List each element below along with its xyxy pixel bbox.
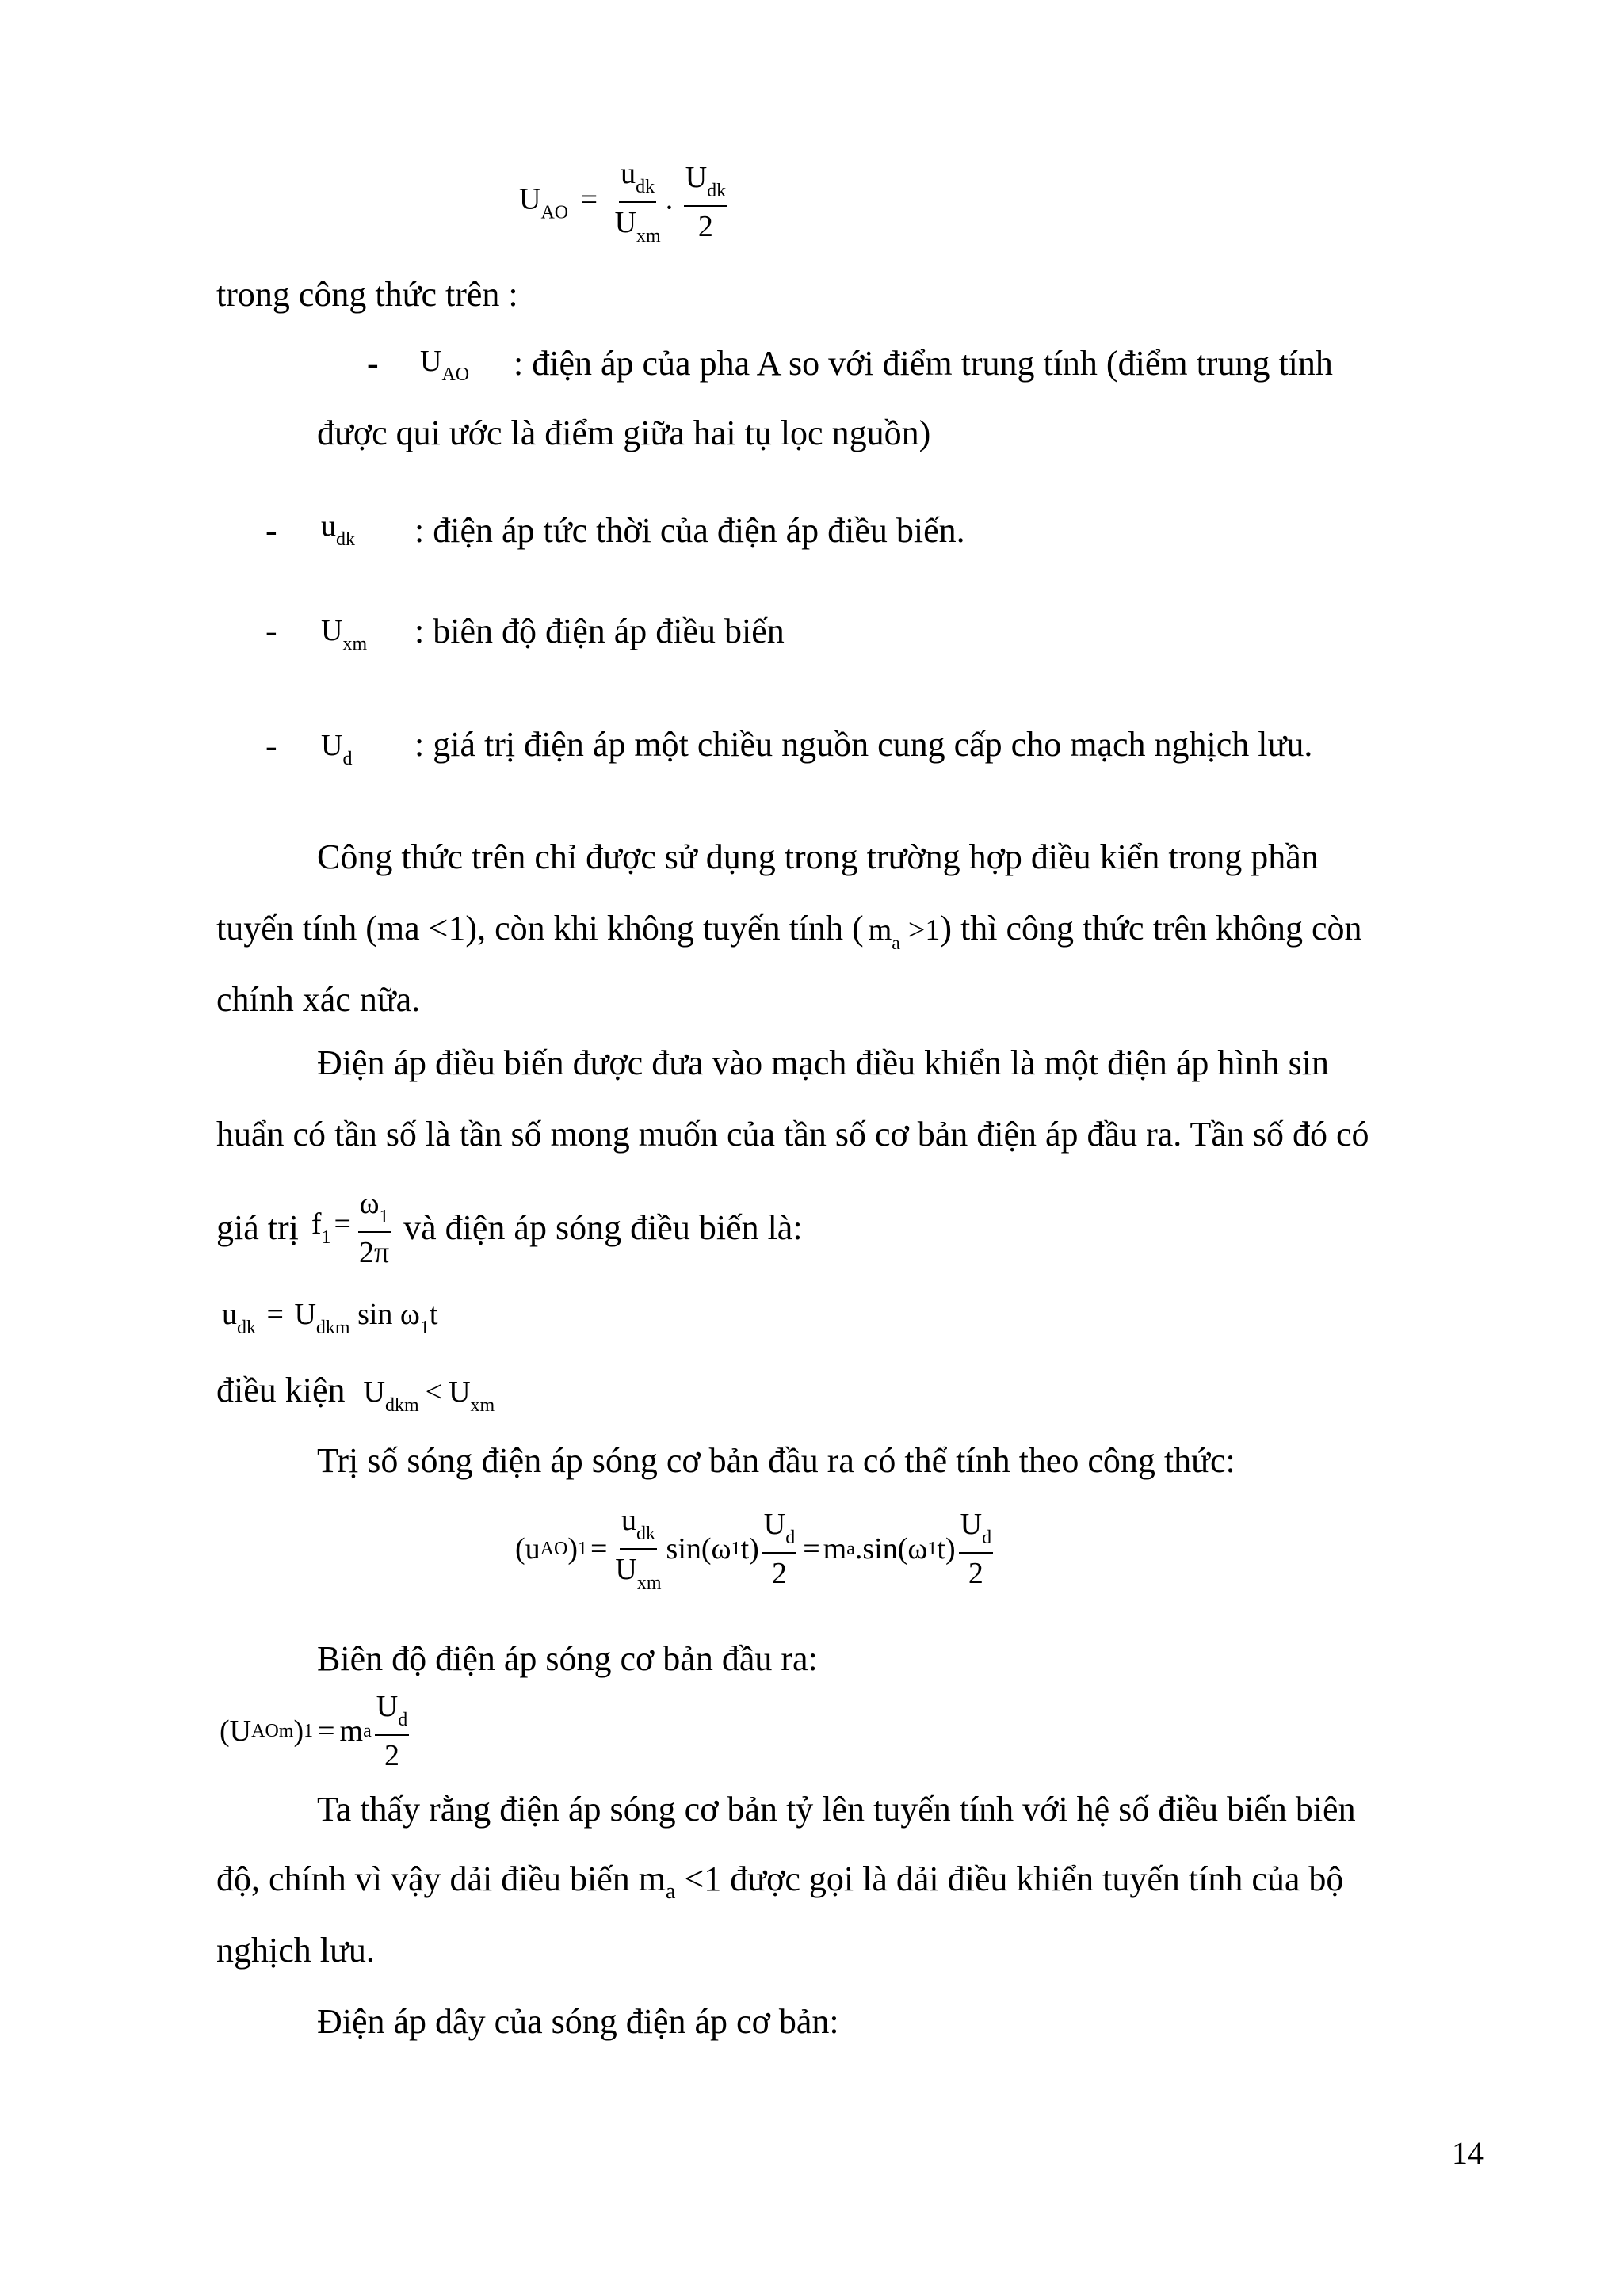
formula-equals: = bbox=[266, 1298, 284, 1331]
formula-symbol: U bbox=[519, 182, 541, 216]
formula-subscript: dk bbox=[636, 177, 655, 197]
formula-dot: . bbox=[665, 182, 674, 216]
formula-subscript: dk bbox=[636, 1524, 655, 1544]
formula-subscript: a bbox=[363, 1721, 372, 1741]
paragraph-line: chính xác nữa. bbox=[216, 980, 421, 1019]
def-text-continued: được qui ước là điểm giữa hai tụ lọc nguồn) bbox=[317, 414, 931, 452]
formula-subscript: dkm bbox=[384, 1395, 419, 1416]
paragraph-text: và điện áp sóng điều biến là: bbox=[403, 1208, 803, 1247]
formula-uaom bbox=[220, 1691, 412, 1771]
formula-function: sin(ω bbox=[666, 1532, 731, 1566]
formula-subscript: AOm bbox=[251, 1721, 294, 1741]
formula-subscript: AO bbox=[540, 202, 569, 223]
formula-uao-1 bbox=[515, 1505, 996, 1592]
intro-text: trong công thức trên : bbox=[216, 275, 518, 314]
fraction-udk-2 bbox=[684, 162, 727, 242]
formula-symbol: t) bbox=[740, 1532, 759, 1566]
formula-subscript: 1 bbox=[577, 1539, 587, 1559]
def-text: : điện áp tức thời của điện áp điều biến. bbox=[414, 511, 965, 550]
page-number: 14 bbox=[1452, 2135, 1484, 2171]
condition-line bbox=[216, 1373, 495, 1415]
paragraph-text: tuyến tính (ma <1), còn khi không tuyến tính ( bbox=[216, 909, 864, 948]
formula-equals: = bbox=[318, 1714, 335, 1748]
formula-symbol: U bbox=[376, 1690, 399, 1723]
paragraph-line bbox=[216, 911, 1362, 953]
formula-symbol: (U bbox=[220, 1714, 252, 1748]
bullet-dash: - bbox=[265, 612, 277, 650]
formula-symbol: U bbox=[614, 206, 637, 239]
fraction-ud-2 bbox=[375, 1691, 409, 1771]
formula-subscript: a bbox=[846, 1539, 855, 1559]
formula-equals: = bbox=[580, 182, 598, 216]
formula-subscript: xm bbox=[470, 1395, 495, 1416]
paragraph-line: Ta thấy rằng điện áp sóng cơ bản tỷ lên tuyến tính với hệ số điều biến biên bbox=[317, 1790, 1356, 1829]
formula-subscript: d bbox=[982, 1527, 992, 1548]
paragraph-line bbox=[216, 1188, 803, 1268]
formula-symbol: U bbox=[685, 161, 708, 194]
fraction-ud-2 bbox=[959, 1509, 993, 1589]
def-symbol bbox=[321, 616, 367, 654]
formula-symbol: U bbox=[615, 1553, 637, 1586]
formula-subscript: xm bbox=[636, 226, 661, 246]
formula-symbol: m bbox=[339, 1714, 364, 1748]
formula-subscript: 1 bbox=[321, 1227, 331, 1248]
formula-operator: >1 bbox=[907, 913, 941, 947]
formula-symbol: ) bbox=[293, 1714, 304, 1748]
formula-operator: < bbox=[425, 1375, 443, 1409]
def-text: : biên độ điện áp điều biến bbox=[414, 612, 785, 650]
formula-subscript: d bbox=[785, 1527, 796, 1548]
formula-equals: = bbox=[334, 1207, 351, 1241]
formula-symbol: U bbox=[363, 1375, 385, 1409]
formula-symbol: ω bbox=[359, 1187, 380, 1220]
formula-symbol: (u bbox=[515, 1532, 540, 1566]
formula-subscript: d bbox=[342, 749, 353, 769]
formula-symbol: U bbox=[321, 614, 343, 647]
formula-symbol: U bbox=[321, 729, 343, 762]
paragraph-text: <1 được gọi là dải điều khiển tuyến tính của bộ bbox=[675, 1859, 1344, 1898]
formula-subscript: 1 bbox=[731, 1539, 741, 1559]
def-text: : giá trị điện áp một chiều nguồn cung cấp cho mạch nghịch lưu. bbox=[414, 725, 1313, 764]
bullet-dash: - bbox=[265, 727, 277, 765]
paragraph-line: Trị số sóng điện áp sóng cơ bản đầu ra có thể tính theo công thức: bbox=[317, 1441, 1235, 1480]
paragraph-line bbox=[216, 1859, 1344, 1904]
formula-symbol: U bbox=[960, 1508, 983, 1541]
bullet-dash: - bbox=[265, 511, 277, 550]
formula-subscript: dk bbox=[707, 181, 727, 201]
formula-symbol: u bbox=[621, 157, 636, 190]
paragraph-text: độ, chính vì vậy dải điều biến m bbox=[216, 1859, 666, 1898]
def-symbol bbox=[420, 346, 469, 384]
formula-symbol: u bbox=[222, 1298, 237, 1331]
paragraph-line: Điện áp điều biến được đưa vào mạch điều khiển là một điện áp hình sin bbox=[317, 1043, 1329, 1082]
formula-subscript: d bbox=[398, 1710, 408, 1730]
formula-symbol: ) bbox=[567, 1532, 578, 1566]
formula-subscript: AO bbox=[441, 364, 470, 385]
formula-subscript: xm bbox=[342, 634, 368, 654]
paragraph-text: điều kiện bbox=[216, 1371, 346, 1409]
formula-symbol: t bbox=[429, 1298, 438, 1331]
def-symbol bbox=[321, 730, 352, 769]
paragraph-line: Biên độ điện áp sóng cơ bản đầu ra: bbox=[317, 1639, 818, 1678]
formula-subscript: dk bbox=[237, 1318, 256, 1338]
formula-subscript: dkm bbox=[315, 1318, 350, 1338]
formula-function: sin ω bbox=[357, 1298, 420, 1331]
formula-equals: = bbox=[803, 1532, 820, 1566]
formula-symbol: U bbox=[294, 1298, 316, 1331]
formula-subscript: a bbox=[666, 1879, 676, 1904]
formula-subscript: dk bbox=[336, 529, 355, 550]
formula-subscript: 1 bbox=[379, 1207, 389, 1227]
formula-denominator: 2 bbox=[697, 210, 713, 243]
fraction-udk-uxm bbox=[613, 1505, 663, 1592]
formula-subscript: a bbox=[892, 933, 900, 954]
formula-denominator: 2π bbox=[358, 1236, 390, 1269]
formula-symbol: u bbox=[621, 1504, 636, 1537]
formula-udk bbox=[222, 1299, 437, 1337]
paragraph-line: Điện áp dây của sóng điện áp cơ bản: bbox=[317, 2002, 839, 2041]
formula-symbol: t) bbox=[937, 1532, 956, 1566]
formula-symbol: u bbox=[321, 509, 336, 543]
formula-denominator: 2 bbox=[384, 1739, 399, 1772]
formula-symbol: f bbox=[311, 1207, 322, 1241]
formula-equals: = bbox=[590, 1532, 608, 1566]
paragraph-text: ) thì công thức trên không còn bbox=[940, 909, 1362, 948]
paragraph-line: Công thức trên chỉ được sử dụng trong trường hợp điều kiển trong phần bbox=[317, 837, 1319, 876]
formula-symbol: m bbox=[868, 913, 892, 947]
fraction-ud-2 bbox=[762, 1509, 796, 1589]
formula-subscript: 1 bbox=[419, 1318, 430, 1338]
formula-uao bbox=[519, 158, 731, 246]
formula-symbol: U bbox=[763, 1508, 786, 1541]
formula-denominator: 2 bbox=[772, 1557, 787, 1590]
paragraph-line: huẩn có tần số là tần số mong muốn của tần số cơ bản điện áp đầu ra. Tần số đó có bbox=[216, 1115, 1369, 1154]
formula-function: .sin(ω bbox=[854, 1532, 928, 1566]
formula-subscript: xm bbox=[636, 1573, 662, 1593]
paragraph-text: giá trị bbox=[216, 1208, 299, 1247]
fraction-udk-uxm bbox=[613, 158, 663, 246]
formula-symbol: m bbox=[823, 1532, 847, 1566]
paragraph-line: nghịch lưu. bbox=[216, 1931, 375, 1970]
formula-subscript: 1 bbox=[927, 1539, 938, 1559]
def-text: : điện áp của pha A so với điểm trung tính (điểm trung tính bbox=[514, 344, 1333, 383]
formula-denominator: 2 bbox=[968, 1557, 983, 1590]
formula-symbol: U bbox=[420, 345, 442, 378]
formula-subscript: 1 bbox=[304, 1721, 314, 1741]
formula-subscript: AO bbox=[540, 1539, 568, 1559]
bullet-dash: - bbox=[367, 344, 379, 383]
formula-symbol: U bbox=[449, 1375, 471, 1409]
fraction-omega-2pi bbox=[357, 1188, 391, 1268]
def-symbol bbox=[321, 511, 355, 549]
